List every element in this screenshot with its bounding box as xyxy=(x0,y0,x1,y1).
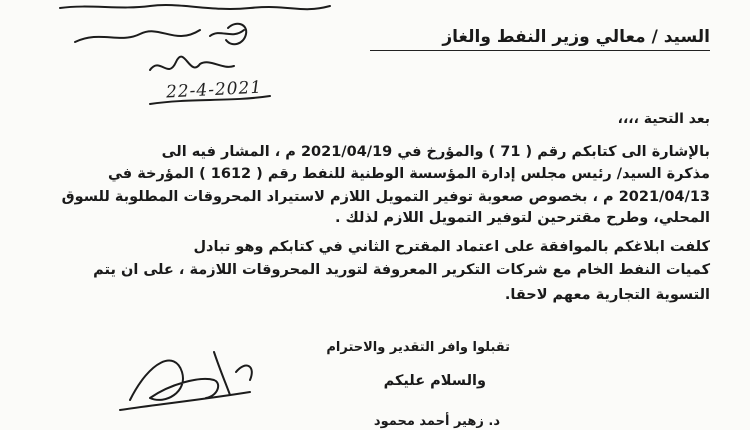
greeting: بعد التحية ،،،، xyxy=(617,111,710,127)
body-line-2: مذكرة السيد/ رئيس مجلس إدارة المؤسسة الوطنية للنفط رقم ( 1612 ) المؤرخة في xyxy=(108,166,710,182)
handwritten-note-line-2 xyxy=(75,30,244,42)
body-line-5: كلفت ابلاغكم بالموافقة على اعتماد المقترح الثاني في كتابكم وهو تبادل xyxy=(193,239,710,255)
handwritten-date: 22-4-2021 xyxy=(165,77,263,103)
addressee-underline xyxy=(370,50,710,51)
closing-regards: تقبلوا وافر التقدير والاحترام xyxy=(326,340,510,355)
body-line-4: المحلي، وطرح مقترحين لتوفير التمويل اللازم لذلك . xyxy=(334,210,710,226)
closing-salutation: والسلام عليكم xyxy=(383,373,486,389)
body-line-7: التسوية التجارية معهم لاحقا. xyxy=(504,287,710,303)
signature-stroke xyxy=(130,352,252,400)
body-line-6: كميات النفط الخام مع شركات التكرير المعروفة لتوريد المحروقات اللازمة ، على ان يتم xyxy=(93,262,710,278)
handwritten-note-top xyxy=(60,5,330,9)
body-line-1: بالإشارة الى كتابكم رقم ( 71 ) والمؤرخ في 2021/04/19 م ، المشار فيه الى xyxy=(161,144,710,160)
signature-flourish xyxy=(120,392,250,410)
handwritten-initials xyxy=(150,57,234,70)
signer-name: د. زهير أحمد محمود xyxy=(373,414,500,429)
addressee-line: السيد / معالي وزير النفط والغاز xyxy=(442,27,710,47)
body-line-3: 2021/04/13 م ، بخصوص صعوبة توفير التمويل اللازم لاستيراد المحروقات المطلوبة للسوق xyxy=(61,189,710,205)
